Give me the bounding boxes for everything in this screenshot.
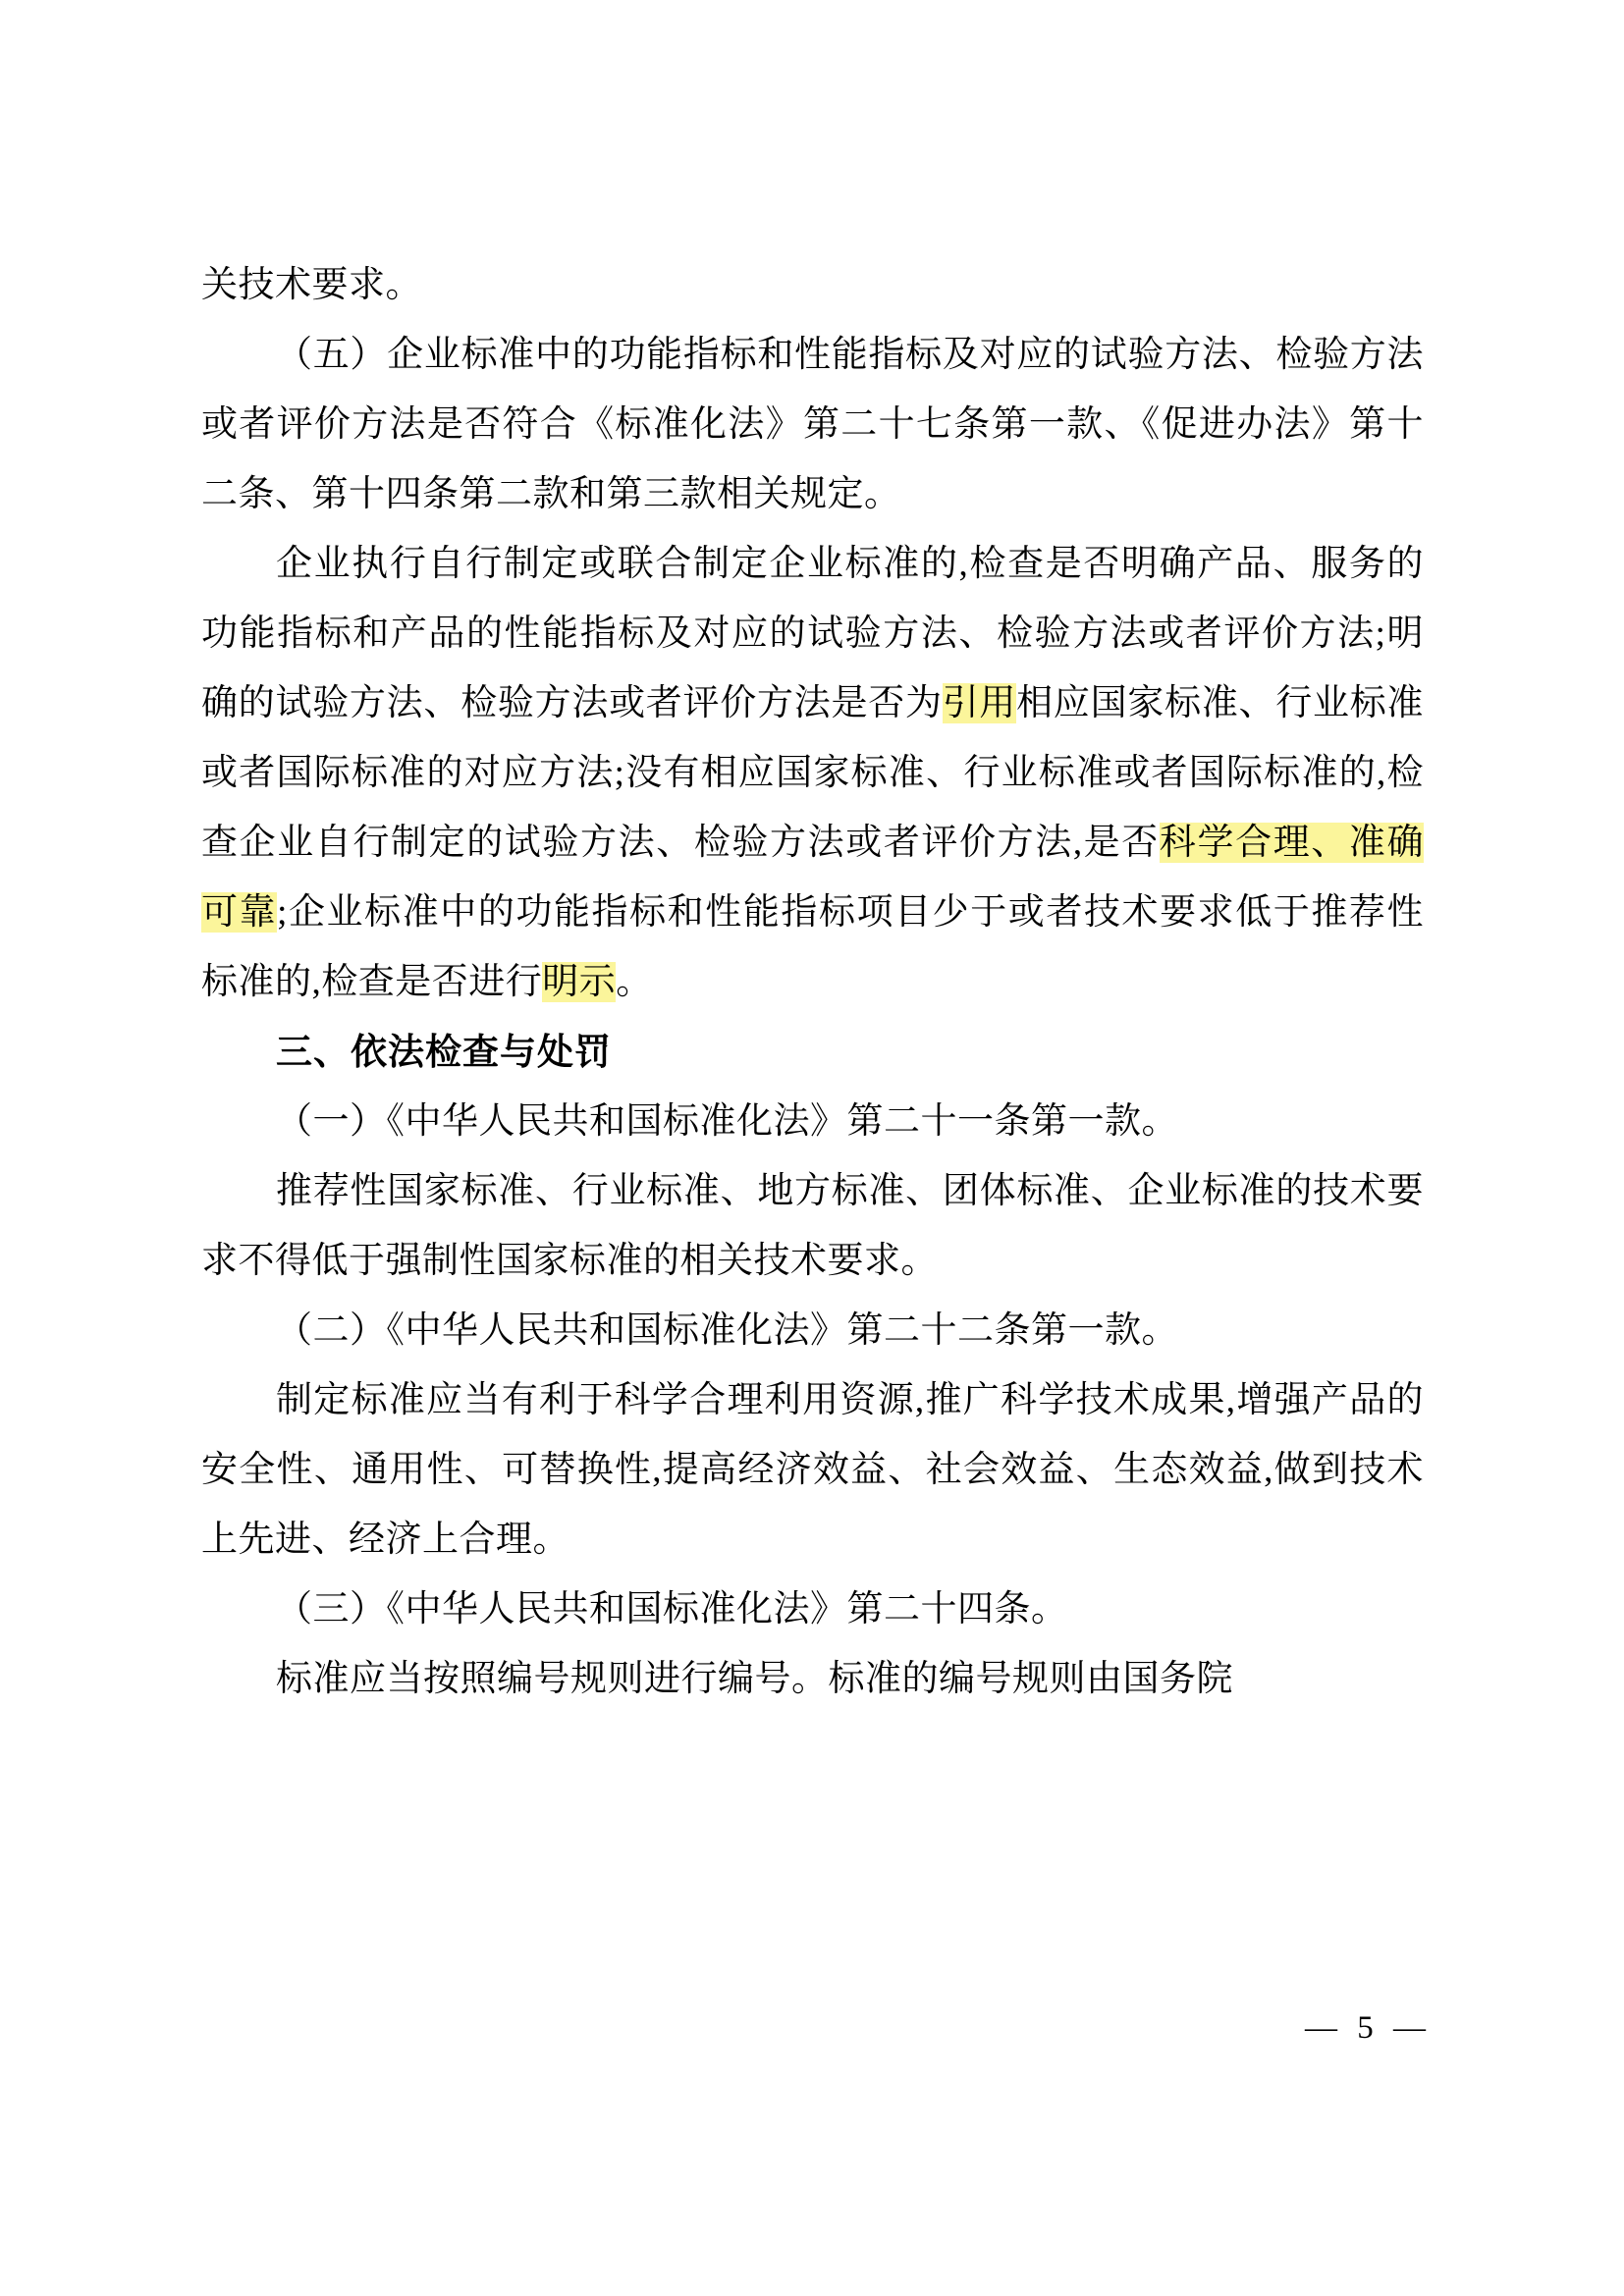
highlighted-text-scientific: 科学合理、准确可靠 — [201, 823, 1424, 933]
paragraph-law-item-three: （三）《中华人民共和国标准化法》第二十四条。 — [276, 1589, 1068, 1629]
paragraph-law-item-two-body: 制定标准应当有利于科学合理利用资源,推广科学技术成果,增强产品的安全性、通用性、可替换性,提高经济效益、社会效益、生态效益,做到技术上先进、经济上合理。 — [201, 1380, 1424, 1560]
section-heading-three: 三、依法检查与处罚 — [276, 1031, 612, 1073]
paragraph-law-item-three-body: 标准应当按照编号规则进行编号。标准的编号规则由国务院 — [276, 1659, 1233, 1699]
page-number: — 5 — — [1305, 2010, 1432, 2046]
paragraph-law-item-one-body: 推荐性国家标准、行业标准、地方标准、团体标准、企业标准的技术要求不得低于强制性国家标准的相关技术要求。 — [201, 1171, 1424, 1281]
paragraph-item-five: （五）企业标准中的功能指标和性能指标及对应的试验方法、检验方法或者评价方法是否符合《标准化法》第二十七条第一款、《促进办法》第十二条、第十四条第二款和第三款相关规定。 — [201, 335, 1424, 514]
text-segment: 相应国家标准、行业标准或者国际标准的对应方法;没有相应国家标准、行业标准或者国际标准的,检查企业自行制定的试验方法、检验方法或者评价方法,是否 — [201, 683, 1424, 863]
paragraph-law-item-two: （二）《中华人民共和国标准化法》第二十二条第一款。 — [276, 1310, 1178, 1351]
text-segment: 企业执行自行制定或联合制定企业标准的,检查是否明确产品、服务的功能指标和产品的性能指标及对应的试验方法、检验方法或者评价方法;明确的试验方法、检验方法或者评价方法是否为 — [201, 544, 1424, 723]
paragraph-enterprise-standard-check — [201, 529, 1424, 1017]
page-body — [201, 250, 1424, 1714]
text-segment: 。 — [616, 962, 653, 1002]
text-segment: ;企业标准中的功能指标和性能指标项目少于或者技术要求低于推荐性标准的,检查是否进行 — [201, 892, 1424, 1002]
paragraph-law-item-one: （一）《中华人民共和国标准化法》第二十一条第一款。 — [276, 1101, 1178, 1142]
paragraph-continuation: 关技术要求。 — [201, 265, 422, 305]
highlighted-text-disclose: 明示 — [542, 962, 617, 1002]
highlighted-text-quote: 引用 — [942, 683, 1017, 723]
